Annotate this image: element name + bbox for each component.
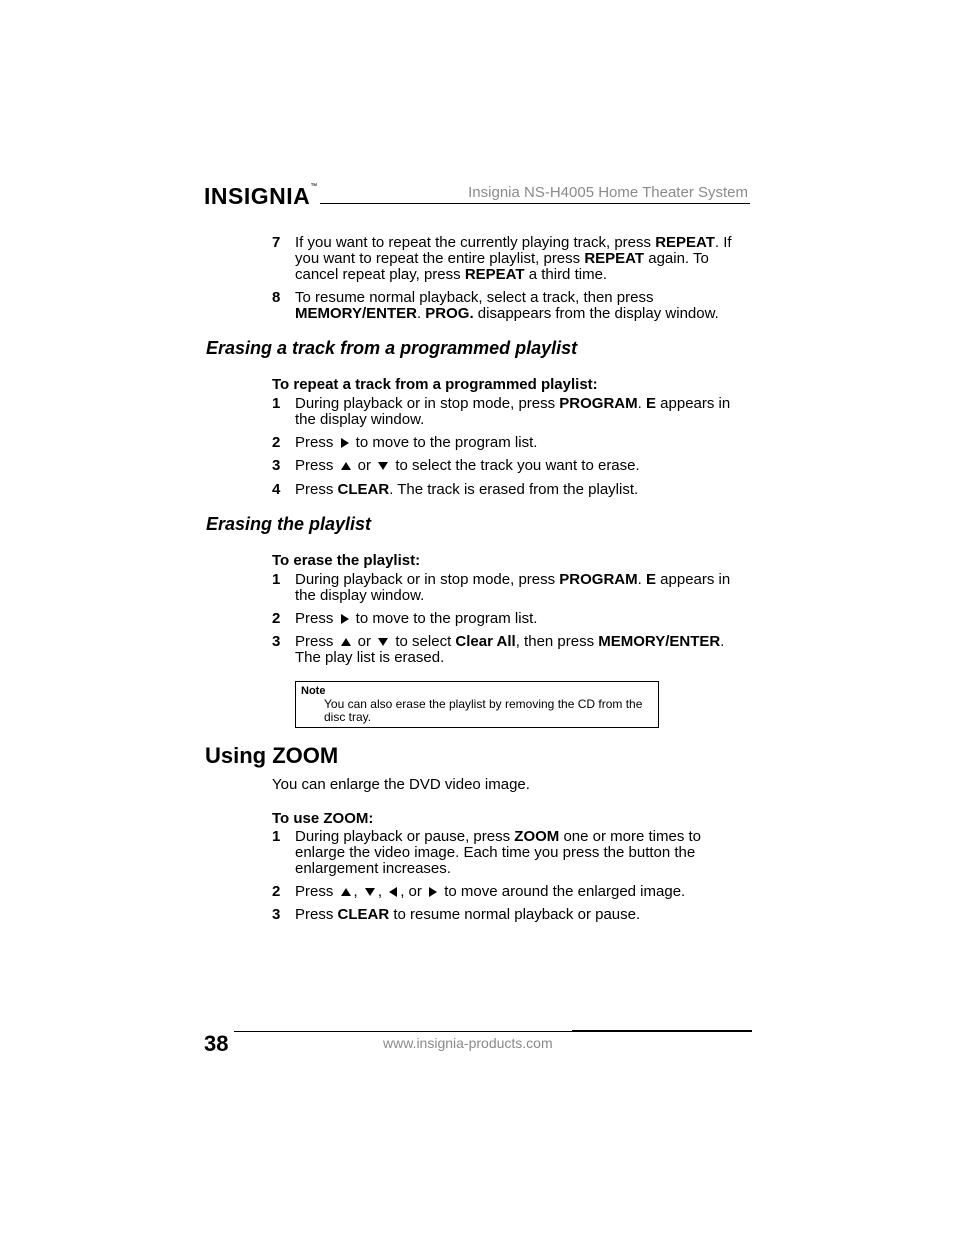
step-8-text: To resume normal playback, select a track, then press MEMORY/ENTER. PROG. disappears from the display window. [295,289,719,322]
right-arrow-icon [341,614,349,624]
zoom-step-3: 3 Press CLEAR to resume normal playback or pause. [272,906,641,923]
note-text: You can also erase the playlist by removing the CD from the disc tray. [324,697,643,724]
procedure-title-zoom: To use ZOOM: [272,810,374,827]
note-label: Note [301,685,326,697]
up-arrow-icon [341,638,351,646]
footer-divider-thin [234,1031,572,1032]
zoom-step-1: 1 During playback or pause, press ZOOM one or more times to enlarge the video image. Each time you press the button the enlargement increases. [272,828,702,877]
page-number: 38 [204,1031,229,1056]
down-arrow-icon [378,462,388,470]
down-arrow-icon [365,888,375,896]
step-8: 8 To resume normal playback, select a track, then press MEMORY/ENTER. PROG. disappears from the display window. [272,290,752,322]
procedure-title-erase-track: To repeat a track from a programmed playlist: [272,376,598,393]
erase-track-step-1: 1 During playback or in stop mode, press PROGRAM. E appears in the display window. [272,395,731,428]
erase-track-step-4: 4 Press CLEAR. The track is erased from the playlist. [272,481,639,498]
footer-url: www.insignia-products.com [383,1035,553,1051]
step-7-text: If you want to repeat the currently playing track, press REPEAT. If you want to repeat the entire playlist, press REPEAT again. To cancel repeat play, press REPEAT a third time. [295,234,732,283]
insignia-logo: INSIGNIA™ [204,183,318,209]
erase-playlist-step-2: 2 Press to move to the program list. [272,610,538,627]
erase-track-step-2: 2 Press to move to the program list. [272,434,538,451]
footer-divider-thick [572,1030,752,1032]
down-arrow-icon [378,638,388,646]
section-heading-using-zoom: Using ZOOM [205,743,339,768]
erase-track-step-3: 3 Press or to select the track you want to erase. [272,457,640,474]
erase-playlist-step-1: 1 During playback or in stop mode, press PROGRAM. E appears in the display window. [272,571,731,604]
step-7: 7 If you want to repeat the currently playing track, press REPEAT. If you want to repeat the entire playlist, press REPEAT again. To cancel repeat play, press REPEAT a third time. [272,235,752,283]
right-arrow-icon [429,887,437,897]
section-heading-erase-track: Erasing a track from a programmed playlist [206,338,578,358]
zoom-step-2: 2 Press , , , or to move around the enlarged image. [272,883,686,900]
right-arrow-icon [341,438,349,448]
section-heading-erase-playlist: Erasing the playlist [206,514,372,534]
note-box [295,681,659,728]
erase-playlist-step-3: 3 Press or to select Clear All, then press MEMORY/ENTER. The play list is erased. [272,633,725,666]
left-arrow-icon [389,887,397,897]
procedure-title-erase-playlist: To erase the playlist: [272,552,421,569]
up-arrow-icon [341,888,351,896]
up-arrow-icon [341,462,351,470]
header-divider [320,203,750,204]
header-title: Insignia NS-H4005 Home Theater System [468,184,748,201]
zoom-intro: You can enlarge the DVD video image. [272,776,530,793]
